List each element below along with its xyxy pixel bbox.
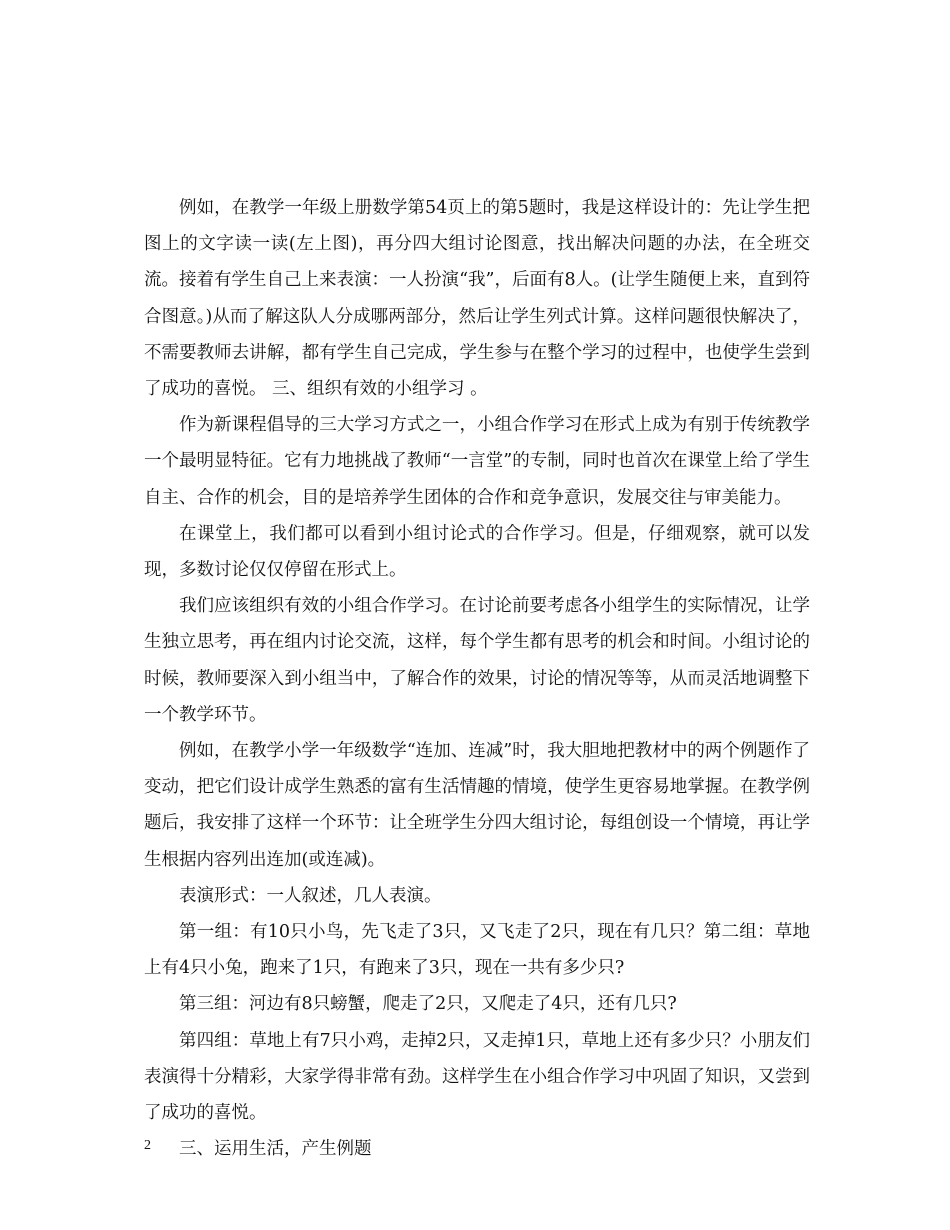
paragraph: 第一组：有10只小鸟，先飞走了3只，又飞走了2只，现在有几只？第二组：草地上有4只小兔，跑来了1只，有跑来了3只，现在一共有多少只?	[144, 922, 810, 979]
paragraph: 我们应该组织有效的小组合作学习。在讨论前要考虑各小组学生的实际情况，让学生独立思考，再在组内讨论交流，这样，每个学生都有思考的机会和时间。小组讨论的时候，教师要深入到小组当中，了解合作的效果，讨论的情况等等，从而灵活地调整下一个教学环节。	[144, 596, 810, 725]
paragraph: 例如，在教学一年级上册数学第54页上的第5题时，我是这样设计的：先让学生把图上的文字读一读(左上图)，再分四大组讨论图意，找出解决问题的办法，在全班交流。接着有学生自己上来表演：一人扮演“我”，后面有8人。(让学生随便上来，直到符合图意。)从而了解这队人分成哪两部分，然后让学生列式计算。这样问题很快解决了，不需要教师去讲解，都有学生自己完成，学生参与在整个学习的过程中，也使学生尝到了成功的喜悦。 三、组织有效的小组学习 。	[144, 198, 810, 400]
section-heading: 三、运用生活，产生例题	[179, 1139, 372, 1160]
paragraph: 作为新课程倡导的三大学习方式之一，小组合作学习在形式上成为有别于传统教学一个最明显特征。它有力地挑战了教师“一言堂”的专制，同时也首次在课堂上给了学生自主、合作的机会，目的是培养学生团体的合作和竞争意识，发展交往与审美能力。	[144, 415, 810, 508]
paragraph: 在课堂上，我们都可以看到小组讨论式的合作学习。但是，仔细观察，就可以发现，多数讨论仅仅停留在形式上。	[144, 523, 810, 581]
page-number: 2	[144, 1138, 151, 1153]
paragraph: 第三组：河边有8只螃蟹，爬走了2只，又爬走了4只，还有几只?	[179, 994, 677, 1015]
paragraph: 第四组：草地上有7只小鸡，走掉2只，又走掉1只，草地上还有多少只？小朋友们表演得十分精彩，大家学得非常有劲。这样学生在小组合作学习中巩固了知识，又尝到了成功的喜悦。	[144, 1030, 810, 1124]
paragraph: 例如，在教学小学一年级数学“连加、连减”时，我大胆地把教材中的两个例题作了变动，把它们设计成学生熟悉的富有生活情趣的情境，使学生更容易地掌握。在教学例题后，我安排了这样一个环节：让全班学生分四大组讨论，每组创设一个情境，再让学生根据内容列出连加(或连减)。	[144, 741, 810, 870]
paragraph: 表演形式：一人叙述，几人表演。	[179, 885, 442, 906]
body-text	[144, 190, 810, 1167]
